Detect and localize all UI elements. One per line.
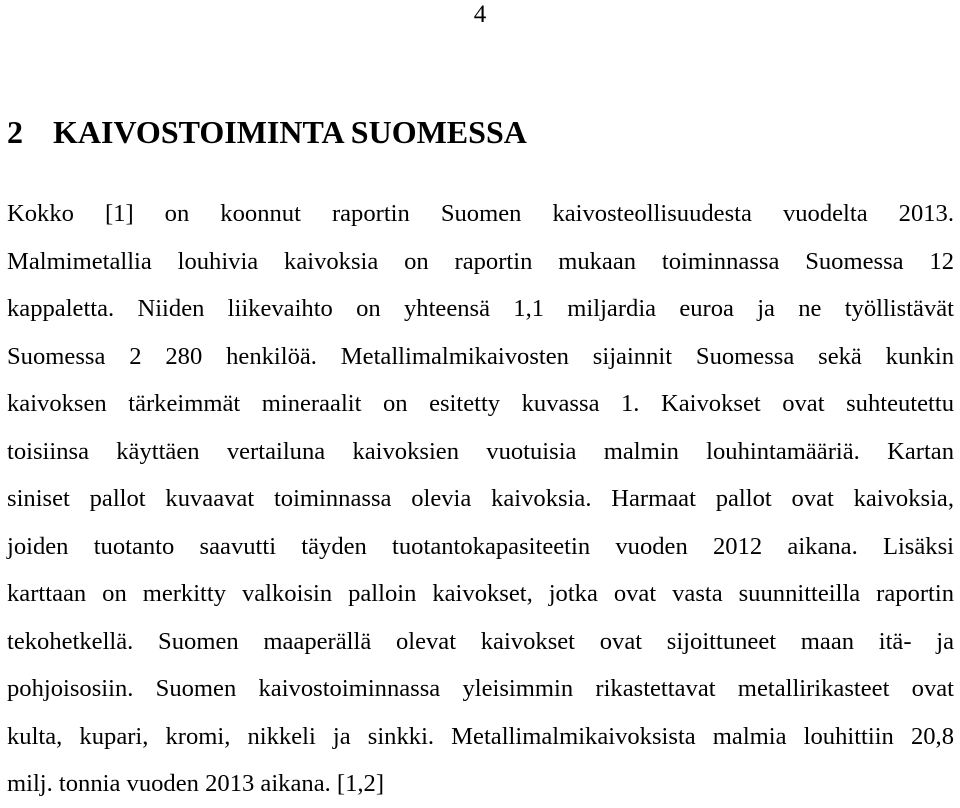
paragraph-line: tekohetkellä. Suomen maaperällä olevat kaivokset ovat sijoittuneet maan itä- ja <box>7 627 954 655</box>
paragraph-line: toisiinsa käyttäen vertailuna kaivoksien vuotuisia malmin louhintamääriä. Kartan <box>7 437 954 465</box>
paragraph-line: kulta, kupari, kromi, nikkeli ja sinkki. Metallimalmikaivoksista malmia louhittiin 20,8 <box>7 722 954 750</box>
section-title: KAIVOSTOIMINTA SUOMESSA <box>53 114 527 150</box>
paragraph-line: joiden tuotanto saavutti täyden tuotantokapasiteetin vuoden 2012 aikana. Lisäksi <box>7 532 954 560</box>
paragraph-line: pohjoisosiin. Suomen kaivostoiminnassa yleisimmin rikastettavat metallirikasteet ovat <box>7 675 954 702</box>
paragraph-line: kaivoksen tärkeimmät mineraalit on esitetty kuvassa 1. Kaivokset ovat suhteutettu <box>7 390 954 417</box>
paragraph-line: kappaletta. Niiden liikevaihto on yhteensä 1,1 miljardia euroa ja ne työllistävät <box>7 295 954 322</box>
page-number: 4 <box>473 1 487 28</box>
paragraph-line: siniset pallot kuvaavat toiminnassa olevia kaivoksia. Harmaat pallot ovat kaivoksia, <box>7 485 954 512</box>
section-heading <box>7 112 527 152</box>
body-paragraph <box>7 190 954 808</box>
paragraph-line: milj. tonnia vuoden 2013 aikana. [1,2] <box>7 770 385 797</box>
paragraph-line: karttaan on merkitty valkoisin palloin kaivokset, jotka ovat vasta suunnitteilla raportin <box>7 580 954 607</box>
section-number: 2 <box>7 114 23 150</box>
paragraph-line: Malmimetallia louhivia kaivoksia on raportin mukaan toiminnassa Suomessa 12 <box>7 247 954 275</box>
paragraph-line: Kokko [1] on koonnut raportin Suomen kaivosteollisuudesta vuodelta 2013. <box>7 200 954 227</box>
paragraph-line: Suomessa 2 280 henkilöä. Metallimalmikaivosten sijainnit Suomessa sekä kunkin <box>7 342 954 370</box>
